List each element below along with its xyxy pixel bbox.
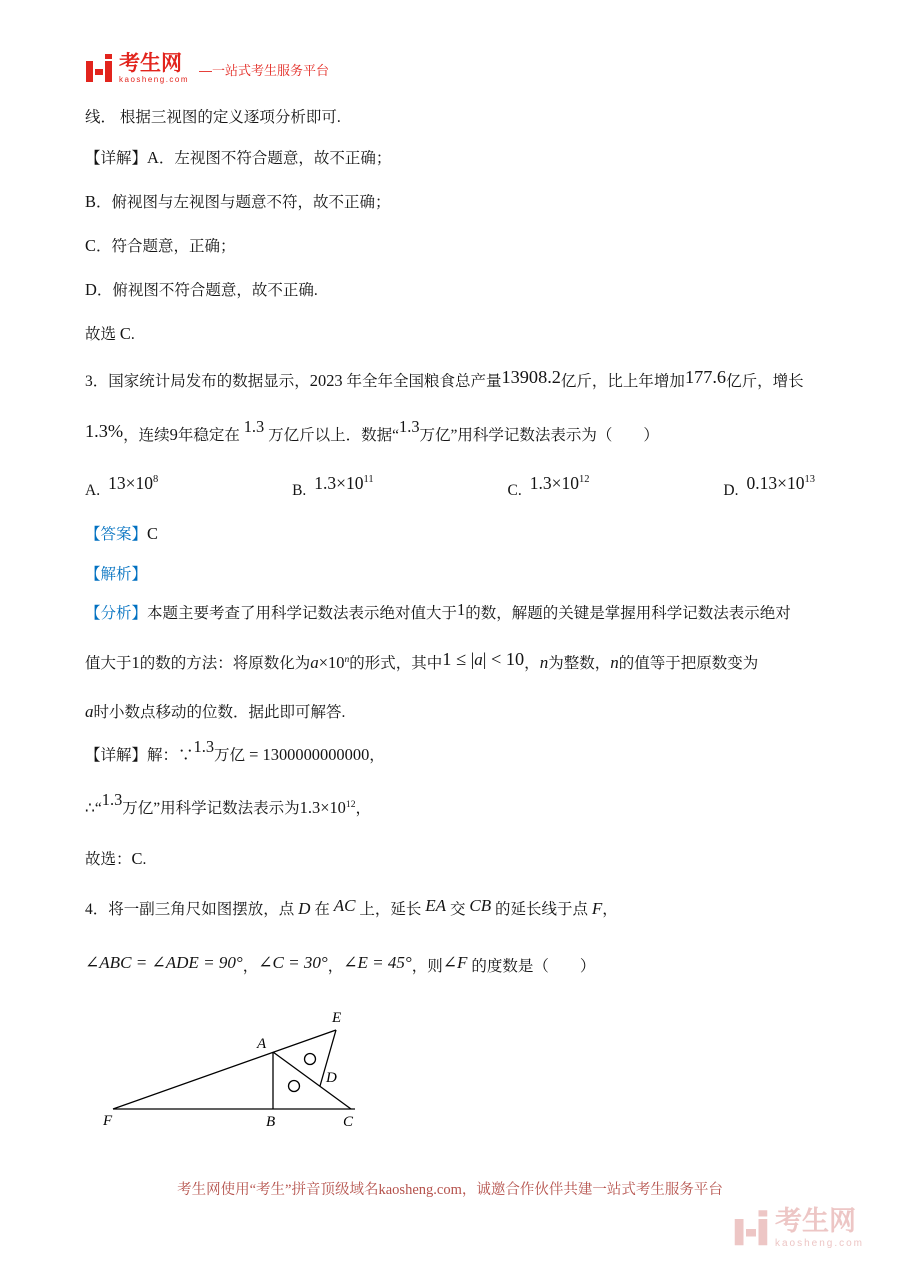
- figure-label-C: C: [343, 1114, 354, 1130]
- option-b: [292, 473, 374, 500]
- logo-domain: kaosheng.com: [119, 75, 190, 84]
- solution2-item-d: D．俯视图不符合题意，故不正确.: [85, 280, 318, 299]
- header: [85, 42, 815, 84]
- q3-analysis-line3: a时小数点移动的位数．据此即可解答.: [85, 702, 346, 721]
- watermark-title: 考生网: [774, 1206, 856, 1236]
- option-a: [85, 473, 159, 500]
- solution2-analysis-line: 线． 根据三视图的定义逐项分析即可.: [85, 109, 341, 126]
- document-page: [85, 42, 815, 1141]
- option-c-label: C.: [507, 482, 522, 499]
- footer-text: 考生网使用“考生”拼音顶级域名kaosheng.com，诚邀合作伙伴共建一站式考生服务平台: [177, 1182, 723, 1198]
- solution2-item-c: C．符合题意，正确；: [85, 236, 236, 255]
- q3-stem-line1: 3．国家统计局发布的数据显示，2023 年全年全国粮食总产量13908.2亿斤，比上年增加177.6亿斤，增长: [85, 367, 804, 390]
- q3-detail-line1: 【详解】解：∵1.3万亿 = 1300000000000，: [85, 737, 385, 764]
- watermark-domain: kaosheng.com: [774, 1238, 864, 1249]
- option-b-label: B.: [292, 482, 307, 499]
- kaosheng-logo: [85, 53, 189, 84]
- q3-stem-line2: 1.3%，连续9年稳定在 1.3 万亿斤以上．数据“1.3万亿”用科学记数法表示为（ ）: [85, 417, 659, 444]
- option-a-label: A.: [85, 482, 101, 499]
- figure-label-F: F: [103, 1113, 113, 1129]
- option-d: [723, 473, 815, 500]
- q4-stem-line1: 4．将一副三角尺如图摆放，点 D 在 AC 上，延长 EA 交 CB 的延长线于点 F，: [85, 896, 618, 918]
- q3-analysis-line2: 值大于1的数的方法：将原数化为$a\times 10^n$的形式，其中1 ≤ |a| < 10，n为整数，n的值等于把原数变为: [85, 649, 759, 672]
- solution2-choose: 故选 C.: [85, 324, 135, 343]
- triangle-lines: [113, 1030, 355, 1109]
- kaosheng-logo-icon: [85, 54, 113, 84]
- q4-figure-container: [93, 1006, 815, 1141]
- logo-title: 考生网: [119, 52, 182, 75]
- q3-analysis-line1: 【分析】本题主要考查了用科学记数法表示绝对值大于1的数，解题的关键是掌握用科学记数法表示绝对: [85, 600, 791, 622]
- option-d-formula: $0.13\times 10^{13}$: [746, 473, 815, 493]
- solution2-detail-a: 【详解】A．左视图不符合题意，故不正确；: [85, 148, 392, 167]
- q3-answer: 【答案】C: [85, 524, 158, 543]
- geometry-figure: [93, 1006, 383, 1136]
- figure-label-A: A: [257, 1036, 267, 1052]
- option-c: [507, 473, 590, 500]
- option-c-formula: $1.3\times 10^{12}$: [529, 473, 590, 493]
- ruler-hole-2: [289, 1081, 300, 1092]
- q3-detail-line2: ∴“1.3万亿”用科学记数法表示为$1.3\times 10^{12}$，: [85, 790, 371, 817]
- q3-jiexi-label: 【解析】: [85, 566, 148, 583]
- option-a-formula: $13\times 10^8$: [108, 473, 159, 493]
- header-tagline: —一站式考生服务平台: [199, 63, 330, 78]
- figure-label-E: E: [332, 1010, 342, 1026]
- watermark: [737, 1208, 864, 1249]
- option-b-formula: $1.3\times 10^{11}$: [314, 473, 374, 493]
- solution2-item-b: B．俯视图与左视图与题意不符，故不正确；: [85, 192, 391, 211]
- option-d-label: D.: [723, 482, 739, 499]
- kaosheng-watermark-icon: [733, 1210, 768, 1248]
- q3-options: [85, 473, 815, 500]
- q4-stem-line2: ∠ABC = ∠ADE = 90°，∠C = 30°，∠E = 45°，则∠F 的度数是（ ）: [85, 953, 596, 975]
- q3-choose: 故选：C.: [85, 849, 147, 868]
- figure-label-B: B: [266, 1114, 276, 1130]
- figure-label-D: D: [326, 1070, 337, 1086]
- ruler-hole-1: [305, 1054, 316, 1065]
